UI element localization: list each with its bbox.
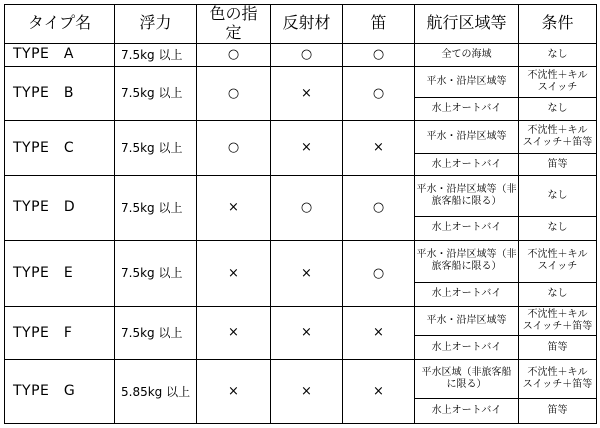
buoyancy-cell: 7.5kg 以上 xyxy=(115,121,197,176)
type-name-cell: TYPE D xyxy=(5,175,115,240)
buoyancy-cell: 7.5kg 以上 xyxy=(115,306,197,360)
table-row xyxy=(5,360,597,399)
header-reflector: 反射材 xyxy=(271,5,343,44)
navigation-area-cell: 平水・沿岸区域等 xyxy=(415,121,519,154)
condition-cell: 笛等 xyxy=(519,336,597,360)
type-name-cell: TYPE G xyxy=(5,360,115,424)
table-row xyxy=(5,66,597,98)
table-row xyxy=(5,121,597,154)
buoyancy-cell: 7.5kg 以上 xyxy=(115,175,197,240)
navigation-area-cell: 水上オートバイ xyxy=(415,282,519,306)
type-name-cell: TYPE A xyxy=(5,43,115,66)
whistle-cell: × xyxy=(343,121,415,176)
condition-cell: なし xyxy=(519,175,597,216)
navigation-area-cell: 全ての海域 xyxy=(415,43,519,66)
navigation-area-cell: 平水・沿岸区域等（非 旅客船に限る） xyxy=(415,240,519,282)
reflector-cell: × xyxy=(271,306,343,360)
table-row xyxy=(5,240,597,282)
navigation-area-cell: 水上オートバイ xyxy=(415,154,519,176)
reflector-cell: × xyxy=(271,240,343,306)
header-navigation-area: 航行区域等 xyxy=(415,5,519,44)
table-body xyxy=(5,43,597,423)
color-spec-cell: × xyxy=(197,360,271,424)
reflector-cell: ○ xyxy=(271,175,343,240)
navigation-area-cell: 水上オートバイ xyxy=(415,398,519,423)
reflector-cell: × xyxy=(271,360,343,424)
condition-cell: 不沈性＋キル スイッチ xyxy=(519,66,597,98)
condition-cell: 不沈性＋キル スイッチ＋笛等 xyxy=(519,306,597,336)
navigation-area-cell: 平水区域（非旅客船 に限る） xyxy=(415,360,519,399)
header-conditions: 条件 xyxy=(519,5,597,44)
whistle-cell: ○ xyxy=(343,43,415,66)
type-name-cell: TYPE C xyxy=(5,121,115,176)
condition-cell: 不沈性＋キル スイッチ＋笛等 xyxy=(519,360,597,399)
reflector-cell: × xyxy=(271,121,343,176)
color-spec-cell: × xyxy=(197,306,271,360)
color-spec-cell: × xyxy=(197,240,271,306)
navigation-area-cell: 水上オートバイ xyxy=(415,336,519,360)
condition-cell: 不沈性＋キル スイッチ xyxy=(519,240,597,282)
navigation-area-cell: 水上オートバイ xyxy=(415,98,519,121)
reflector-cell: ○ xyxy=(271,43,343,66)
condition-cell: 不沈性＋キル スイッチ＋笛等 xyxy=(519,121,597,154)
type-name-cell: TYPE F xyxy=(5,306,115,360)
whistle-cell: × xyxy=(343,306,415,360)
header-buoyancy: 浮力 xyxy=(115,5,197,44)
table-row xyxy=(5,306,597,336)
buoyancy-cell: 7.5kg 以上 xyxy=(115,66,197,121)
table-row xyxy=(5,43,597,66)
reflector-cell: × xyxy=(271,66,343,121)
type-name-cell: TYPE E xyxy=(5,240,115,306)
buoyancy-cell: 7.5kg 以上 xyxy=(115,43,197,66)
header-type-name: タイプ名 xyxy=(5,5,115,44)
whistle-cell: × xyxy=(343,360,415,424)
color-spec-cell: ○ xyxy=(197,43,271,66)
condition-cell: 笛等 xyxy=(519,398,597,423)
navigation-area-cell: 平水・沿岸区域等 xyxy=(415,306,519,336)
condition-cell: なし xyxy=(519,43,597,66)
color-spec-cell: ○ xyxy=(197,66,271,121)
buoyancy-cell: 5.85kg 以上 xyxy=(115,360,197,424)
whistle-cell: ○ xyxy=(343,66,415,121)
condition-cell: なし xyxy=(519,216,597,240)
header-color-spec: 色の指定 xyxy=(197,5,271,44)
color-spec-cell: × xyxy=(197,175,271,240)
condition-cell: なし xyxy=(519,282,597,306)
buoyancy-cell: 7.5kg 以上 xyxy=(115,240,197,306)
type-name-cell: TYPE B xyxy=(5,66,115,121)
whistle-cell: ○ xyxy=(343,240,415,306)
condition-cell: なし xyxy=(519,98,597,121)
header-row xyxy=(5,5,597,44)
life-jacket-type-table xyxy=(4,4,597,424)
navigation-area-cell: 水上オートバイ xyxy=(415,216,519,240)
condition-cell: 笛等 xyxy=(519,154,597,176)
whistle-cell: ○ xyxy=(343,175,415,240)
color-spec-cell: ○ xyxy=(197,121,271,176)
navigation-area-cell: 平水・沿岸区域等 xyxy=(415,66,519,98)
header-whistle: 笛 xyxy=(343,5,415,44)
navigation-area-cell: 平水・沿岸区域等（非 旅客船に限る） xyxy=(415,175,519,216)
table-row xyxy=(5,175,597,216)
